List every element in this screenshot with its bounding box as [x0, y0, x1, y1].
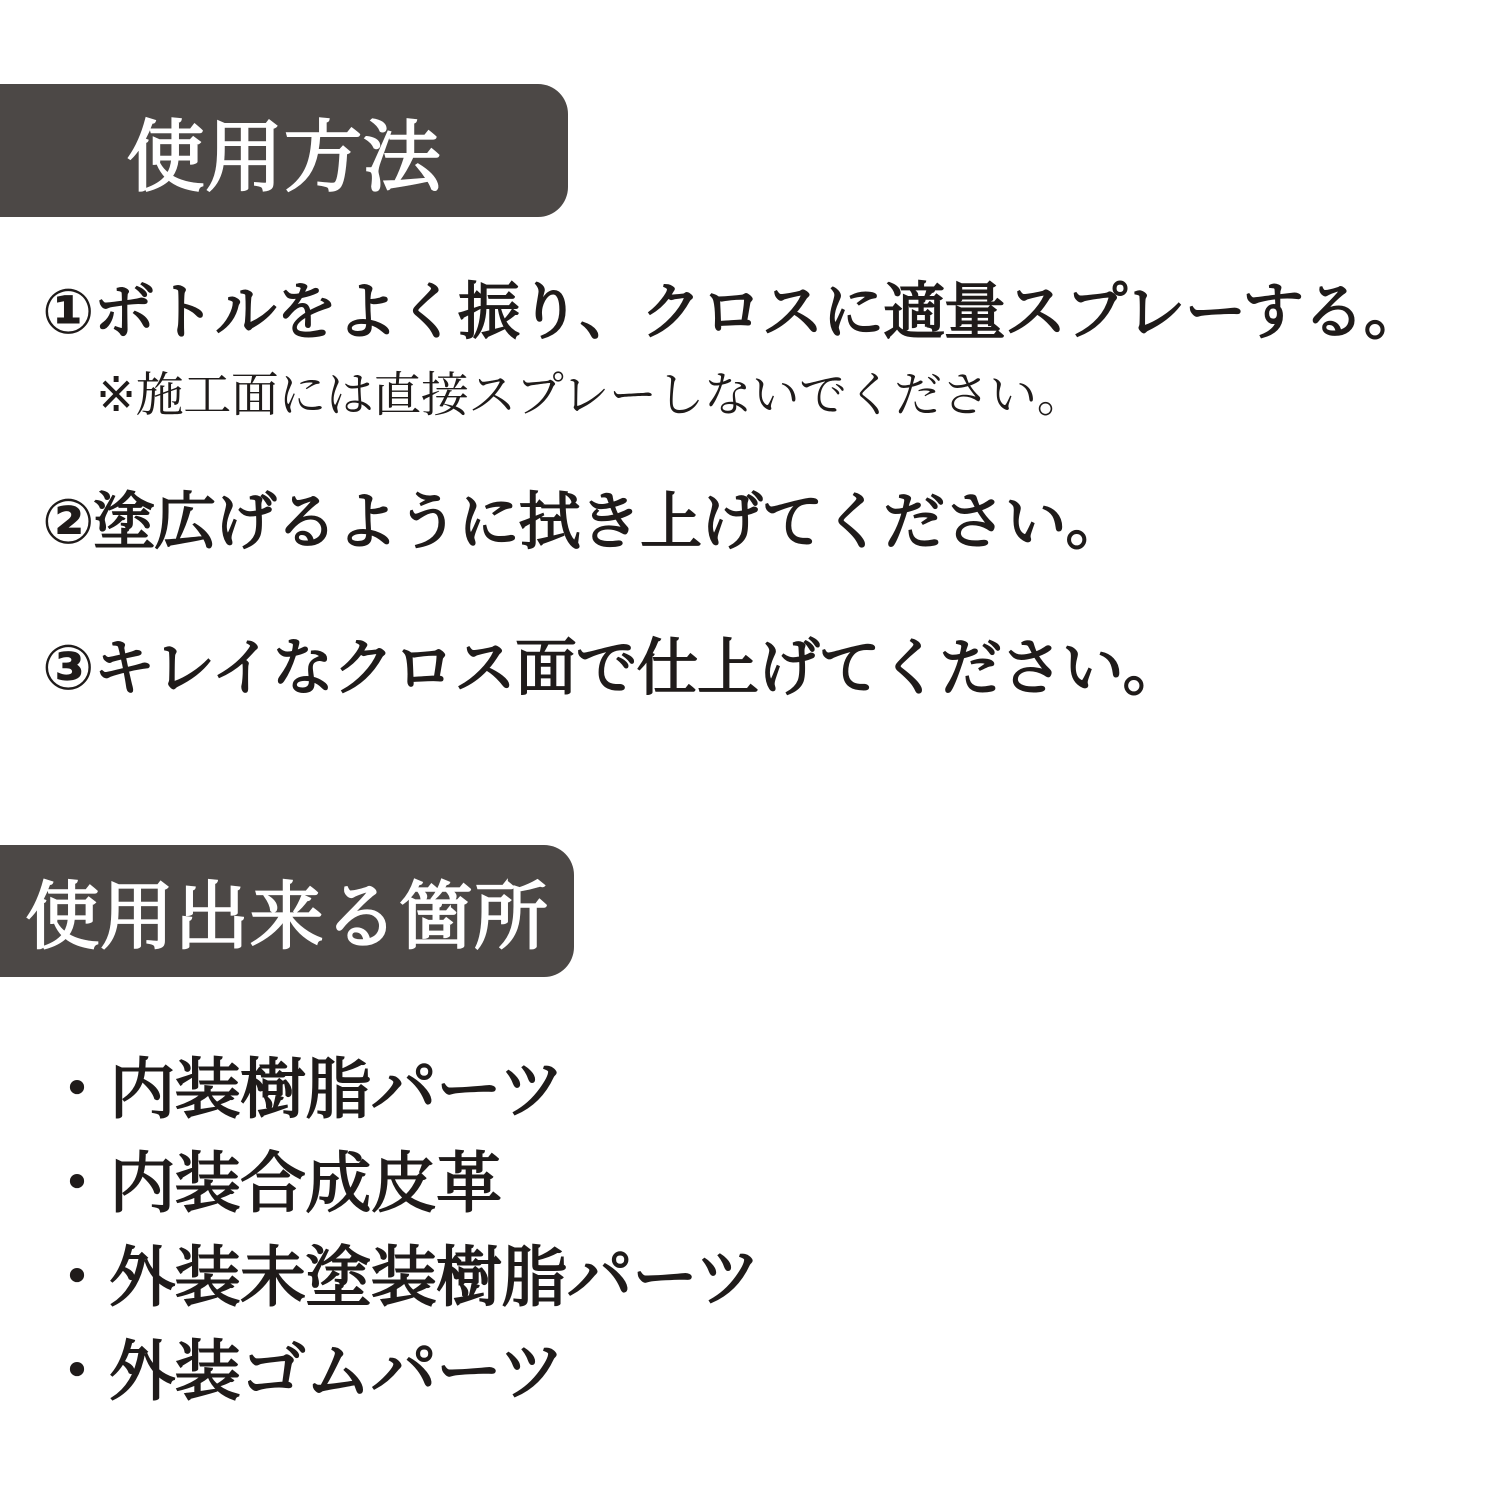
usage-heading-label: 使用方法 [126, 112, 442, 201]
applicable-item-exterior-rubber: ・外装ゴムパーツ [44, 1334, 565, 1408]
usage-step-1: ①ボトルをよく振り、クロスに適量スプレーする。 [42, 278, 1425, 347]
usage-heading-box [0, 84, 568, 217]
applicable-item-interior-synthetic-leather: ・内装合成皮革 [44, 1146, 502, 1220]
usage-step-3: ③キレイなクロス面で仕上げてください。 [42, 634, 1184, 703]
applicable-heading-box [0, 845, 574, 977]
applicable-item-exterior-unpainted-resin: ・外装未塗装樹脂パーツ [44, 1240, 761, 1314]
usage-step-1-note: ※施工面には直接スプレーしないでください。 [96, 369, 1085, 422]
applicable-item-interior-resin: ・内装樹脂パーツ [44, 1052, 565, 1126]
usage-step-2: ②塗広げるように拭き上げてください。 [42, 488, 1127, 557]
applicable-heading-label: 使用出来る箇所 [25, 875, 549, 958]
